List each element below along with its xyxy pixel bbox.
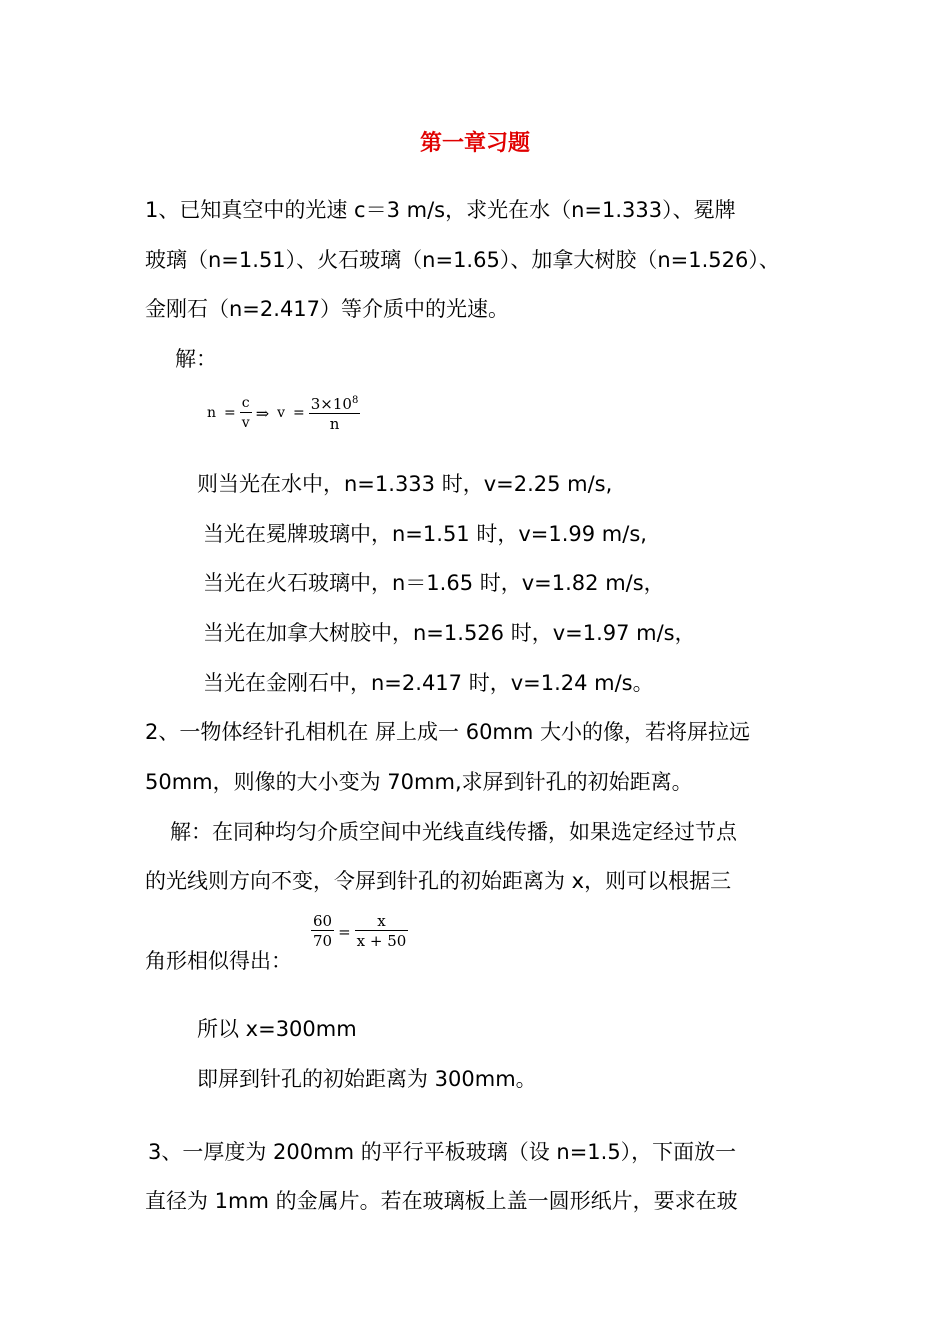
- numerator-base: 3×10: [310, 395, 352, 413]
- fraction-x-over-x-plus-50: [355, 912, 409, 951]
- fraction-denominator: 70: [313, 932, 333, 950]
- problem-3-line-2: 直径为 1mm 的金属片。若在玻璃板上盖一圆形纸片，要求在玻: [145, 1189, 738, 1213]
- result-initial-distance: 即屏到针孔的初始距离为 300mm。: [197, 1067, 537, 1091]
- result-crown-glass: 当光在冕牌玻璃中，n=1.51 时，v=1.99 m/s,: [203, 522, 647, 546]
- problem-1-line-2: 玻璃（n=1.51）、火石玻璃（n=1.65）、加拿大树胶（n=1.526）、: [145, 248, 780, 272]
- fraction-c-over-v: [240, 394, 252, 433]
- fraction-denominator: v: [241, 414, 250, 431]
- formula-v: v: [277, 405, 286, 421]
- fraction-numerator: x: [355, 912, 409, 931]
- fraction-speed: [309, 392, 361, 434]
- problem-1-line-3: 金刚石（n=2.417）等介质中的光速。: [145, 297, 510, 321]
- problem-3-line-1: 3、一厚度为 200mm 的平行平板玻璃（设 n=1.5），下面放一: [148, 1140, 737, 1164]
- solution-2-line-1: 解：在同种均匀介质空间中光线直线传播，如果选定经过节点: [170, 820, 737, 844]
- solution-2-line-3: 角形相似得出：: [145, 949, 292, 973]
- formula-n: n: [207, 405, 217, 421]
- similar-triangle-formula: [311, 912, 408, 951]
- result-flint-glass: 当光在火石玻璃中，n＝1.65 时，v=1.82 m/s，: [203, 571, 665, 595]
- solution-2-line-2: 的光线则方向不变，令屏到针孔的初始距离为 x，则可以根据三: [145, 869, 732, 893]
- result-diamond: 当光在金刚石中，n=2.417 时，v=1.24 m/s。: [203, 671, 654, 695]
- fraction-60-over-70: [311, 912, 334, 951]
- implies-arrow: ⇒: [255, 403, 270, 423]
- velocity-formula: [203, 392, 360, 434]
- solution-1-label: 解：: [175, 347, 217, 371]
- result-x-value: 所以 x=300mm: [197, 1017, 357, 1041]
- problem-1-line-1: 1、已知真空中的光速 c＝3 m/s，求光在水（n=1.333）、冕牌: [145, 198, 736, 222]
- problem-2-line-2: 50mm，则像的大小变为 70mm,求屏到针孔的初始距离。: [145, 770, 693, 794]
- formula-equals: =: [338, 922, 351, 941]
- problem-2-line-1: 2、一物体经针孔相机在 屏上成一 60mm 大小的像，若将屏拉远: [145, 720, 751, 744]
- result-canada-balsam: 当光在加拿大树胶中，n=1.526 时，v=1.97 m/s，: [203, 621, 696, 645]
- fraction-denominator: n: [329, 415, 340, 433]
- result-water: 则当光在水中，n=1.333 时，v=2.25 m/s,: [197, 472, 613, 496]
- formula-equals: =: [224, 405, 236, 421]
- fraction-numerator: c: [240, 394, 252, 413]
- chapter-title: 第一章习题: [419, 131, 530, 156]
- fraction-denominator: x + 50: [356, 932, 407, 950]
- fraction-numerator: 60: [313, 912, 333, 930]
- fraction-numerator: [309, 392, 361, 414]
- numerator-exponent: 8: [351, 395, 359, 406]
- formula-equals: =: [293, 405, 305, 421]
